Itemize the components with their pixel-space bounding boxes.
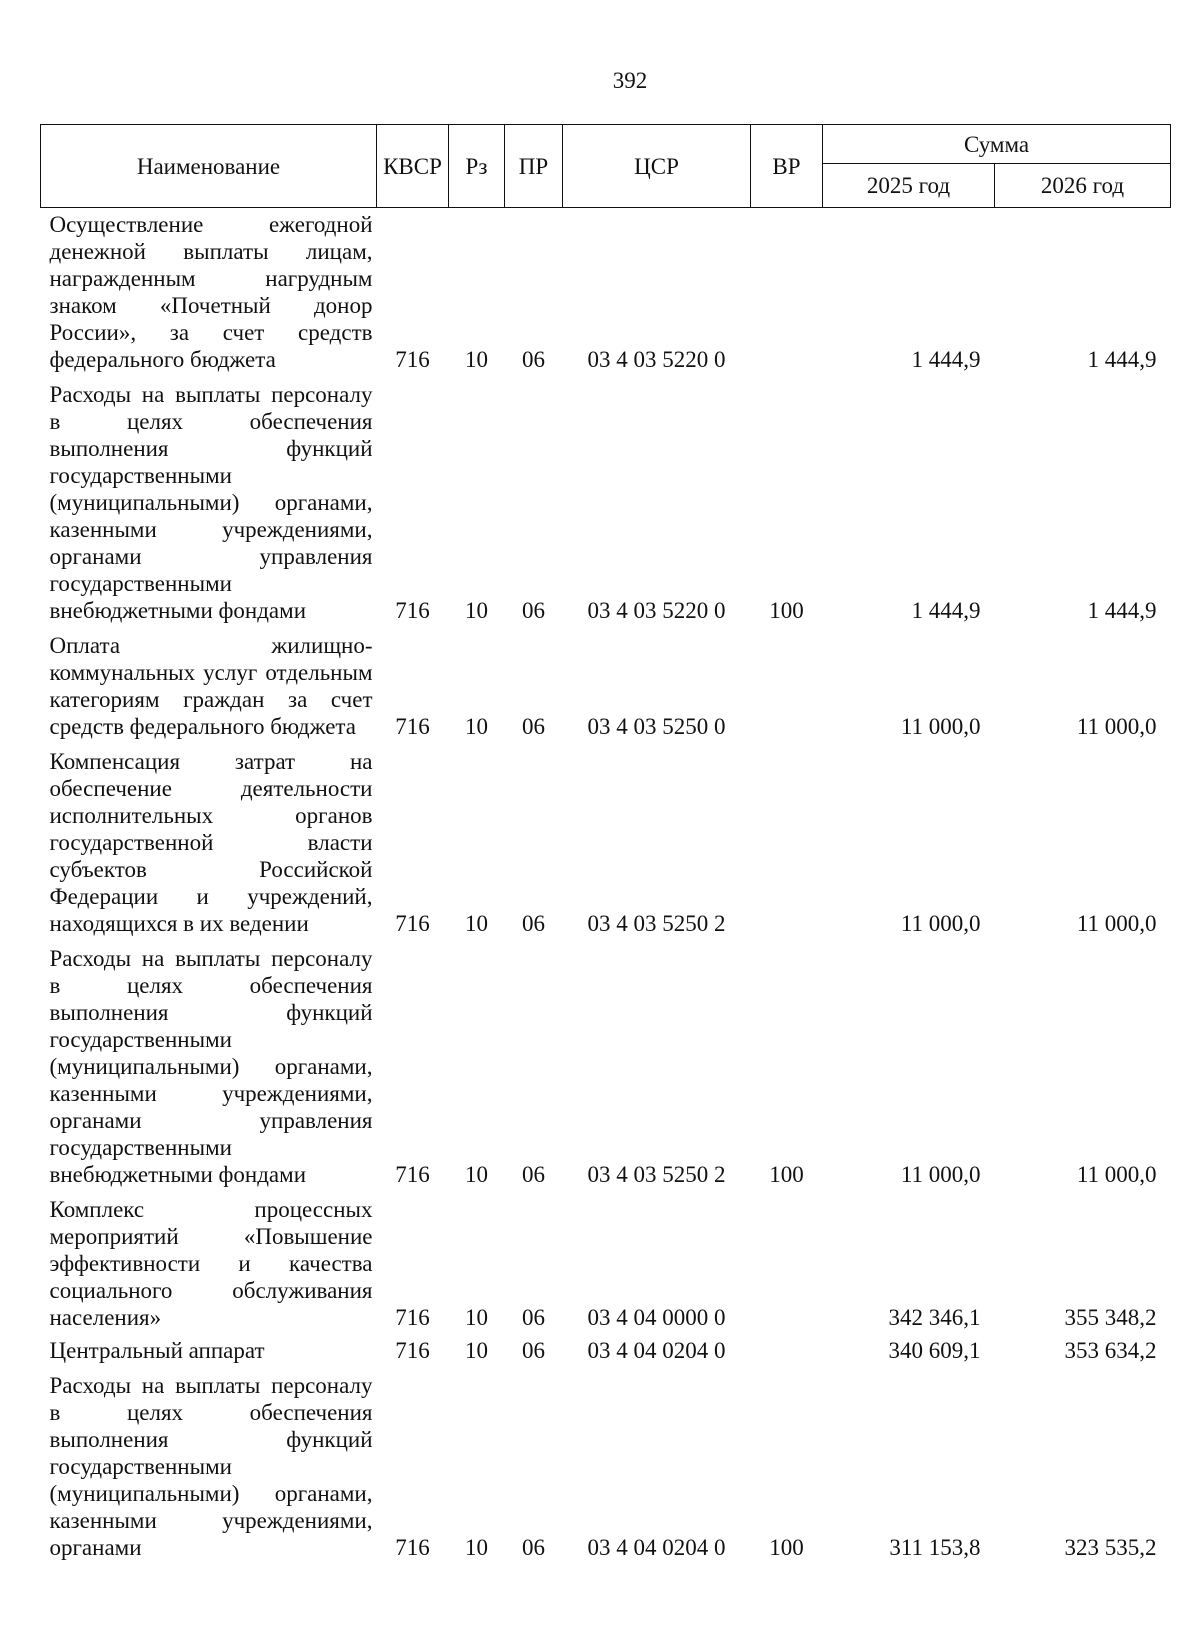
table-row [41,373,1171,624]
row-csr: 03 4 04 0204 0 [587,1535,726,1560]
row-kvsr: 716 [395,1535,430,1560]
table-row [41,1188,1171,1331]
row-vr: 100 [769,1162,804,1187]
row-kvsr: 716 [395,911,430,936]
header-name: Наименование [41,125,377,208]
row-name: Расходы на выплаты персоналу в целях обеспечения выполнения функций государственными (муниципальными) органами, казенными учреждениями, органами управления государственными внебюджетными фондами [49,946,373,1187]
row-vr [751,1188,823,1331]
row-sum-2026: 323 535,2 [1064,1535,1157,1560]
row-sum-2025: 11 000,0 [900,911,981,936]
row-kvsr: 716 [395,347,430,372]
row-rz: 10 [465,598,488,623]
row-name: Осуществление ежегодной денежной выплаты лицам, награжденным нагрудным знаком «Почетный донор России», за счет средств федерального бюджета [49,212,373,372]
row-sum-2026: 353 634,2 [1064,1338,1157,1363]
row-sum-2026: 11 000,0 [1076,714,1157,739]
row-kvsr: 716 [395,598,430,623]
row-csr: 03 4 03 5220 0 [587,598,726,623]
table-header [41,125,1171,208]
row-sum-2026: 355 348,2 [1064,1305,1157,1330]
row-pr: 06 [522,1338,545,1363]
row-sum-2025: 311 153,8 [889,1535,981,1560]
row-rz: 10 [465,1338,488,1363]
row-rz: 10 [465,1305,488,1330]
header-pr: ПР [505,125,563,208]
budget-table [40,124,1171,1561]
table-body [41,208,1171,1562]
row-pr: 06 [522,347,545,372]
row-csr: 03 4 04 0000 0 [587,1305,726,1330]
row-csr: 03 4 03 5250 2 [587,1162,726,1187]
row-vr [751,740,823,937]
row-sum-2026: 1 444,9 [1087,598,1157,623]
header-year-2025: 2025 год [823,164,995,208]
header-sum: Сумма [823,125,1171,164]
row-kvsr: 716 [395,1305,430,1330]
row-vr: 100 [769,598,804,623]
table-row [41,937,1171,1188]
table-row [41,208,1171,374]
row-sum-2026: 11 000,0 [1076,911,1157,936]
row-csr: 03 4 03 5250 0 [587,714,726,739]
table-row [41,1331,1171,1364]
row-sum-2025: 11 000,0 [900,714,981,739]
row-kvsr: 716 [395,714,430,739]
row-name: Комплекс процессных мероприятий «Повышение эффективности и качества социального обслуживания населения» [49,1197,373,1330]
row-pr: 06 [522,911,545,936]
row-rz: 10 [465,714,488,739]
row-sum-2025: 340 609,1 [888,1338,981,1363]
row-sum-2025: 11 000,0 [900,1162,981,1187]
row-vr [751,208,823,374]
row-pr: 06 [522,598,545,623]
row-vr [751,624,823,740]
header-rz: Рз [449,125,505,208]
row-pr: 06 [522,1162,545,1187]
row-sum-2025: 1 444,9 [911,598,981,623]
row-kvsr: 716 [395,1162,430,1187]
row-sum-2025: 342 346,1 [888,1305,981,1330]
row-name: Расходы на выплаты персоналу в целях обеспечения выполнения функций государственными (муниципальными) органами, казенными учреждениями, органами [49,1373,373,1560]
header-year-2026: 2026 год [995,164,1171,208]
row-rz: 10 [465,911,488,936]
header-csr: ЦСР [563,125,751,208]
row-pr: 06 [522,1535,545,1560]
row-name: Расходы на выплаты персоналу в целях обеспечения выполнения функций государственными (муниципальными) органами, казенными учреждениями, органами управления государственными внебюджетными фондами [49,382,373,623]
row-rz: 10 [465,1162,488,1187]
row-pr: 06 [522,1305,545,1330]
row-vr: 100 [769,1535,804,1560]
row-csr: 03 4 04 0204 0 [587,1338,726,1363]
page-number: 392 [612,68,648,93]
header-vr: ВР [751,125,823,208]
table-row [41,740,1171,937]
row-kvsr: 716 [395,1338,430,1363]
row-rz: 10 [465,1535,488,1560]
row-pr: 06 [522,714,545,739]
row-name: Центральный аппарат [49,1338,265,1363]
table-row [41,624,1171,740]
row-sum-2025: 1 444,9 [911,347,981,372]
row-sum-2026: 11 000,0 [1076,1162,1157,1187]
table-row [41,1364,1171,1561]
row-name: Компенсация затрат на обеспечение деятельности исполнительных органов государственной власти субъектов Российской Федерации и учреждений, находящихся в их ведении [49,749,373,936]
row-rz: 10 [465,347,488,372]
row-vr [751,1331,823,1364]
row-csr: 03 4 03 5250 2 [587,911,726,936]
row-name: Оплата жилищно-коммунальных услуг отдельным категориям граждан за счет средств федерального бюджета [49,633,373,739]
row-csr: 03 4 03 5220 0 [587,347,726,372]
row-sum-2026: 1 444,9 [1087,347,1157,372]
header-kvsr: КВСР [377,125,449,208]
